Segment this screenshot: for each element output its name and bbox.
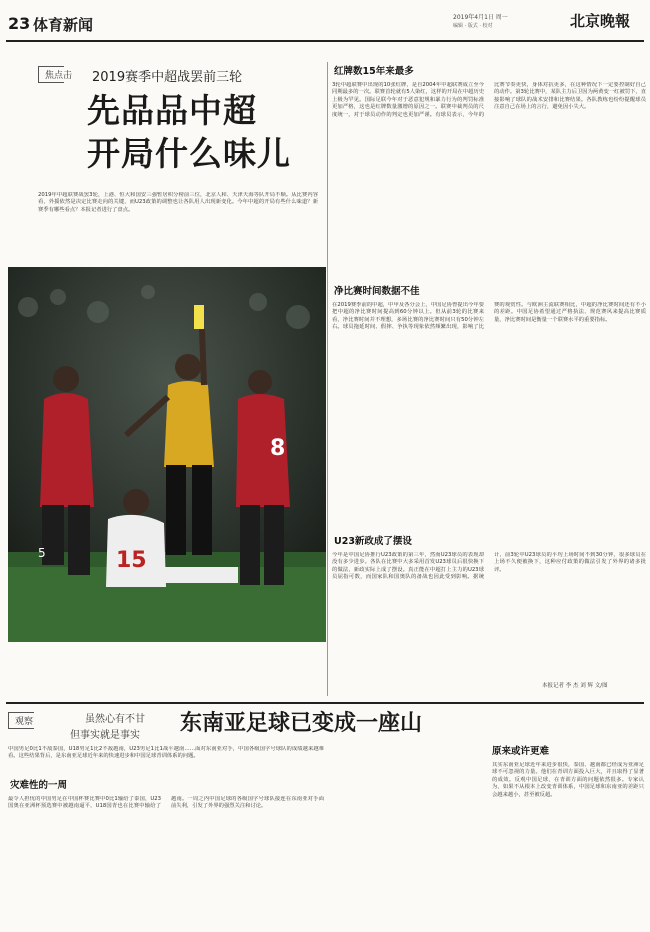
section-title-disaster: 灾难性的一周 [10,780,68,791]
section-text-u23: 今年是中国足协推行U23政策的第三年，然而U23球员的表现却没有多少进步。各队在比赛中大多采用首发U23球员后很快换下的做法，新政实际上成了摆设。真正能在中超打上主力的U23球员屈指可数，而国家队和国奥队的备战也因此受到影响。据统计，前3轮中U23球员的平均上场时间不到30分钟，很多球员在上场不久便被换下，这种应付政策的做法引发了外界的诸多批评。 [332,552,646,581]
referee-photo [8,267,326,642]
section-title-net-time: 净比赛时间数据不佳 [334,286,420,297]
top-kicker: 焦点击 [45,71,73,81]
page-number: 23 [8,14,31,33]
section-title-u23: U23新政成了摆设 [334,536,412,547]
svg-text:5: 5 [38,546,46,560]
headline-line1: 先品品中超 [87,91,257,130]
top-kicker-bracket [38,66,73,83]
bottom-headline: 东南亚足球已变成一座山 [180,711,423,736]
section-title-red-cards: 红牌数15年来最多 [334,66,414,77]
top-lead: 2019年中超联赛战罢3轮，上港、恒大和国安三强暂居积分榜前三位，北京人和、天津天海等队开局不顺。从比赛内容看，外援依然是决定比赛走向的关键，而U23政策的调整也让各队用人出现新变化。今年中超的开局有些什么味道？新赛季有哪些看点？本报记者进行了盘点。 [38,192,318,213]
photo-illustration [8,267,326,642]
dateline: 2019年4月1日 周一 [453,14,508,21]
section-text-disaster: 最令人担忧的中国男足在中国杯赛比赛中0比1输给了泰国，U23国奥在亚洲杯预选赛中被越南逼平，U18国青也在比赛中输给了越南。一周之内中国足球的各级国字号球队接连在东南亚对手面前失利，引发了外界的强烈关注和讨论。 [8,796,324,810]
svg-text:8: 8 [270,436,286,461]
header-rule [6,40,644,42]
section-text-red-cards: 3轮中超联赛中出现的10张红牌，是自2004年中超联赛成立至今同期最多的一次。联赛首轮就有5人染红，这样的开局在中超历史上极为罕见。国际足联今年对于恶意犯规和暴力行为的判罚标准更加严格，这也是红牌数量激增的原因之一。联赛中裁判员的尺度统一，对于球员动作的判定也更加严谨。有球员表示，今年的比赛节奏更快，身体对抗更多，在这种情况下一定要控制好自己的动作。第3轮比赛中，某队主力后卫因为两黄变一红被罚下，直接影响了球队的战术安排和比赛结果。各队教练也纷纷提醒球员注意自己在场上的言行，避免因小失大。 [332,82,646,118]
bottom-sub1: 虽然心有不甘 [85,714,145,725]
right-column [332,62,646,702]
editor-line: 编辑 · 版式 · 校对 [453,23,493,29]
top-kicker-title: 2019赛季中超战罢前三轮 [92,70,243,85]
bottom-col-b [332,746,644,930]
section-text-net-time: 在2019赛季前的中超，中甲及各分会上，中国足协曾提出今年要把中超的净比赛时间提高到60分钟以上。但从前3轮的比赛来看，净比赛时间并不理想，多场比赛的净比赛时间只有50分钟左右。球员拖延时间、假摔、争执等现象依然频繁出现，影响了比赛的观赏性。与欧洲主流联赛相比，中超的净比赛时间还有不小的差距。中国足协希望通过严格执法、规范赛风来提高比赛质量，净比赛时间是衡量一个联赛水平的重要指标。 [332,302,646,331]
bottom-kicker: 观察 [15,717,34,727]
byline: 本报记者 李 杰 刘 辉 文/图 [542,683,608,689]
bottom-lead: 中国男足0比1不敌泰国，U18男足1比2不敌越南，U23男足1比1战平越南……面对东南亚对手，中国各级国字号球队的成绩越来越难看。这些结果背后，是东南亚足球近年来的快速进步和中国足球青训体系的问题。 [8,746,324,760]
headline-line2: 开局什么味儿 [87,134,291,173]
bottom-kicker-bracket [8,712,34,729]
story-separator [6,702,644,704]
section-text-harder: 其实东南亚足球近年来进步很快，泰国、越南都已经成为亚洲足球不可忽视的力量。他们在青训方面投入巨大，并且取得了显著的成效。反观中国足球，在青训方面的问题依然很多。专家认为，如果不从根本上改变青训体系，中国足球和东南亚的差距只会越来越小，甚至被反超。 [492,762,644,798]
svg-text:15: 15 [116,548,147,573]
section-name: 体育新闻 [33,16,94,34]
bottom-sub2: 但事实就是事实 [70,730,140,741]
column-divider [327,62,328,696]
section-title-harder: 原来或许更难 [492,746,550,757]
newspaper-logo: 北京晚報 [570,12,631,30]
bottom-col-a [8,780,324,930]
